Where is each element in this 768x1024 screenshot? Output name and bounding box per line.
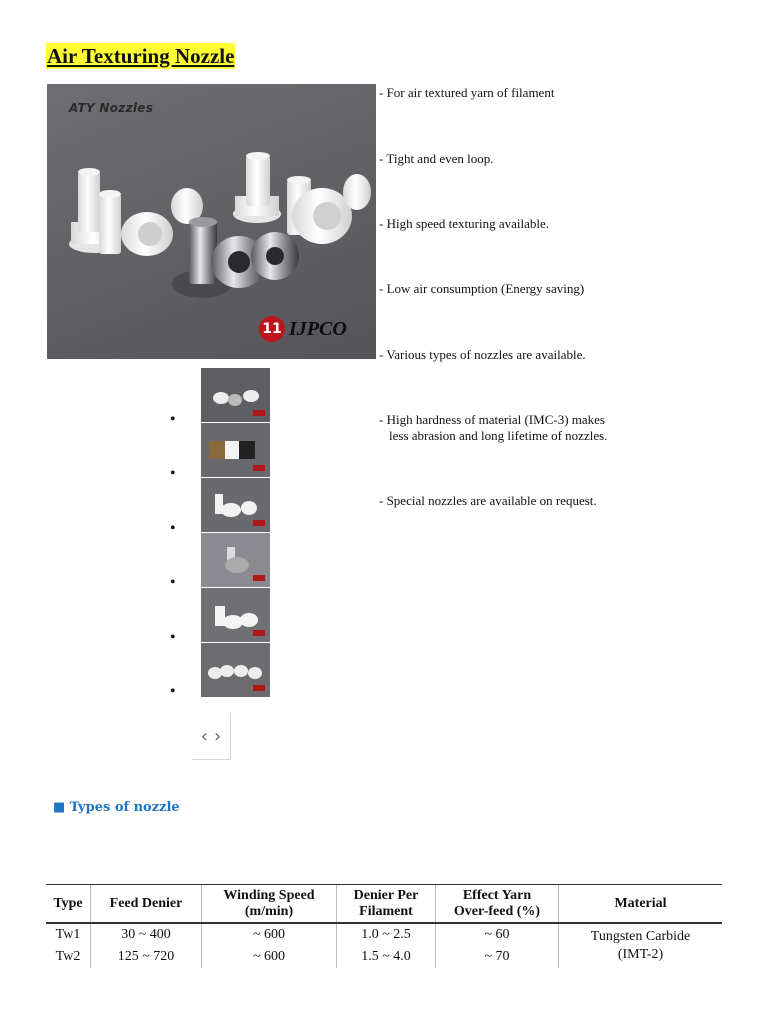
carousel-dot[interactable]: • (170, 520, 176, 537)
feature-item: - Low air consumption (Energy saving) (379, 281, 585, 296)
header-line: Over-feed (%) (453, 903, 541, 919)
column-header (202, 885, 337, 924)
photo-caption: ATY Nozzles (69, 101, 154, 115)
thumbnail-image[interactable] (201, 478, 270, 532)
header-line: Filament (359, 903, 413, 919)
table-cell: ~ 60 (436, 923, 559, 946)
nozzle-product-photo (47, 84, 376, 359)
nozzle-types-table (46, 884, 722, 968)
table-cell: Tw1 (55, 927, 81, 942)
table-cell: ~ 600 (202, 946, 337, 968)
feature-line: - High hardness of material (IMC-3) makes (379, 412, 605, 427)
brand-mark-icon: 11 (259, 316, 285, 342)
thumbnail-strip (201, 368, 270, 698)
table-cell: 1.0 ~ 2.5 (337, 923, 436, 946)
carousel-dot[interactable]: • (170, 411, 176, 428)
material-cell (559, 923, 723, 968)
carousel-nav (192, 713, 231, 760)
chevron-right-icon[interactable]: › (214, 725, 222, 747)
table-cell: ~ 600 (202, 923, 337, 946)
thumbnail-image[interactable] (201, 368, 270, 422)
feature-item: - High speed texturing available. (379, 216, 550, 231)
thumbnail-image[interactable] (201, 643, 270, 697)
header-line: Denier Per (353, 887, 419, 903)
thumbnail-image[interactable] (201, 533, 270, 587)
material-line: (IMT-2) (617, 947, 664, 962)
carousel-dot[interactable]: • (170, 629, 176, 646)
header-line: Effect Yarn (462, 887, 532, 903)
feature-item: - Various types of nozzles are available. (379, 347, 586, 362)
table-cell: 125 ~ 720 (91, 946, 202, 968)
feature-item: - Tight and even loop. (379, 151, 494, 166)
carousel-dot[interactable]: • (170, 574, 176, 591)
thumbnail-image[interactable] (201, 588, 270, 642)
feature-item: - Special nozzles are available on request. (379, 493, 597, 508)
carousel-dot[interactable]: • (170, 683, 176, 700)
column-header (337, 885, 436, 924)
table-cell: ~ 70 (436, 946, 559, 968)
section-heading: ■ Types of nozzle (53, 800, 180, 815)
feature-item: - For air textured yarn of filament (379, 85, 555, 100)
chevron-left-icon[interactable]: ‹ (200, 725, 208, 747)
material-line: Tungsten Carbide (590, 929, 691, 944)
table-cell: 30 ~ 400 (91, 923, 202, 946)
table-cell: Tw2 (55, 949, 81, 964)
table-row (46, 923, 722, 946)
carousel-dot[interactable]: • (170, 465, 176, 482)
feature-line: less abrasion and long lifetime of nozzles. (389, 428, 608, 443)
header-line: Winding Speed (223, 887, 315, 903)
column-header: Type (46, 885, 91, 924)
brand-name: IJPCO (289, 317, 347, 340)
column-header (436, 885, 559, 924)
table-header-row (46, 885, 722, 924)
thumbnail-image[interactable] (201, 423, 270, 477)
header-line: (m/min) (244, 903, 294, 919)
table-cell: 1.5 ~ 4.0 (337, 946, 436, 968)
page-title: Air Texturing Nozzle (47, 44, 235, 68)
feature-item (379, 412, 607, 444)
column-header: Material (559, 885, 723, 924)
column-header: Feed Denier (91, 885, 202, 924)
brand-logo (259, 316, 347, 342)
